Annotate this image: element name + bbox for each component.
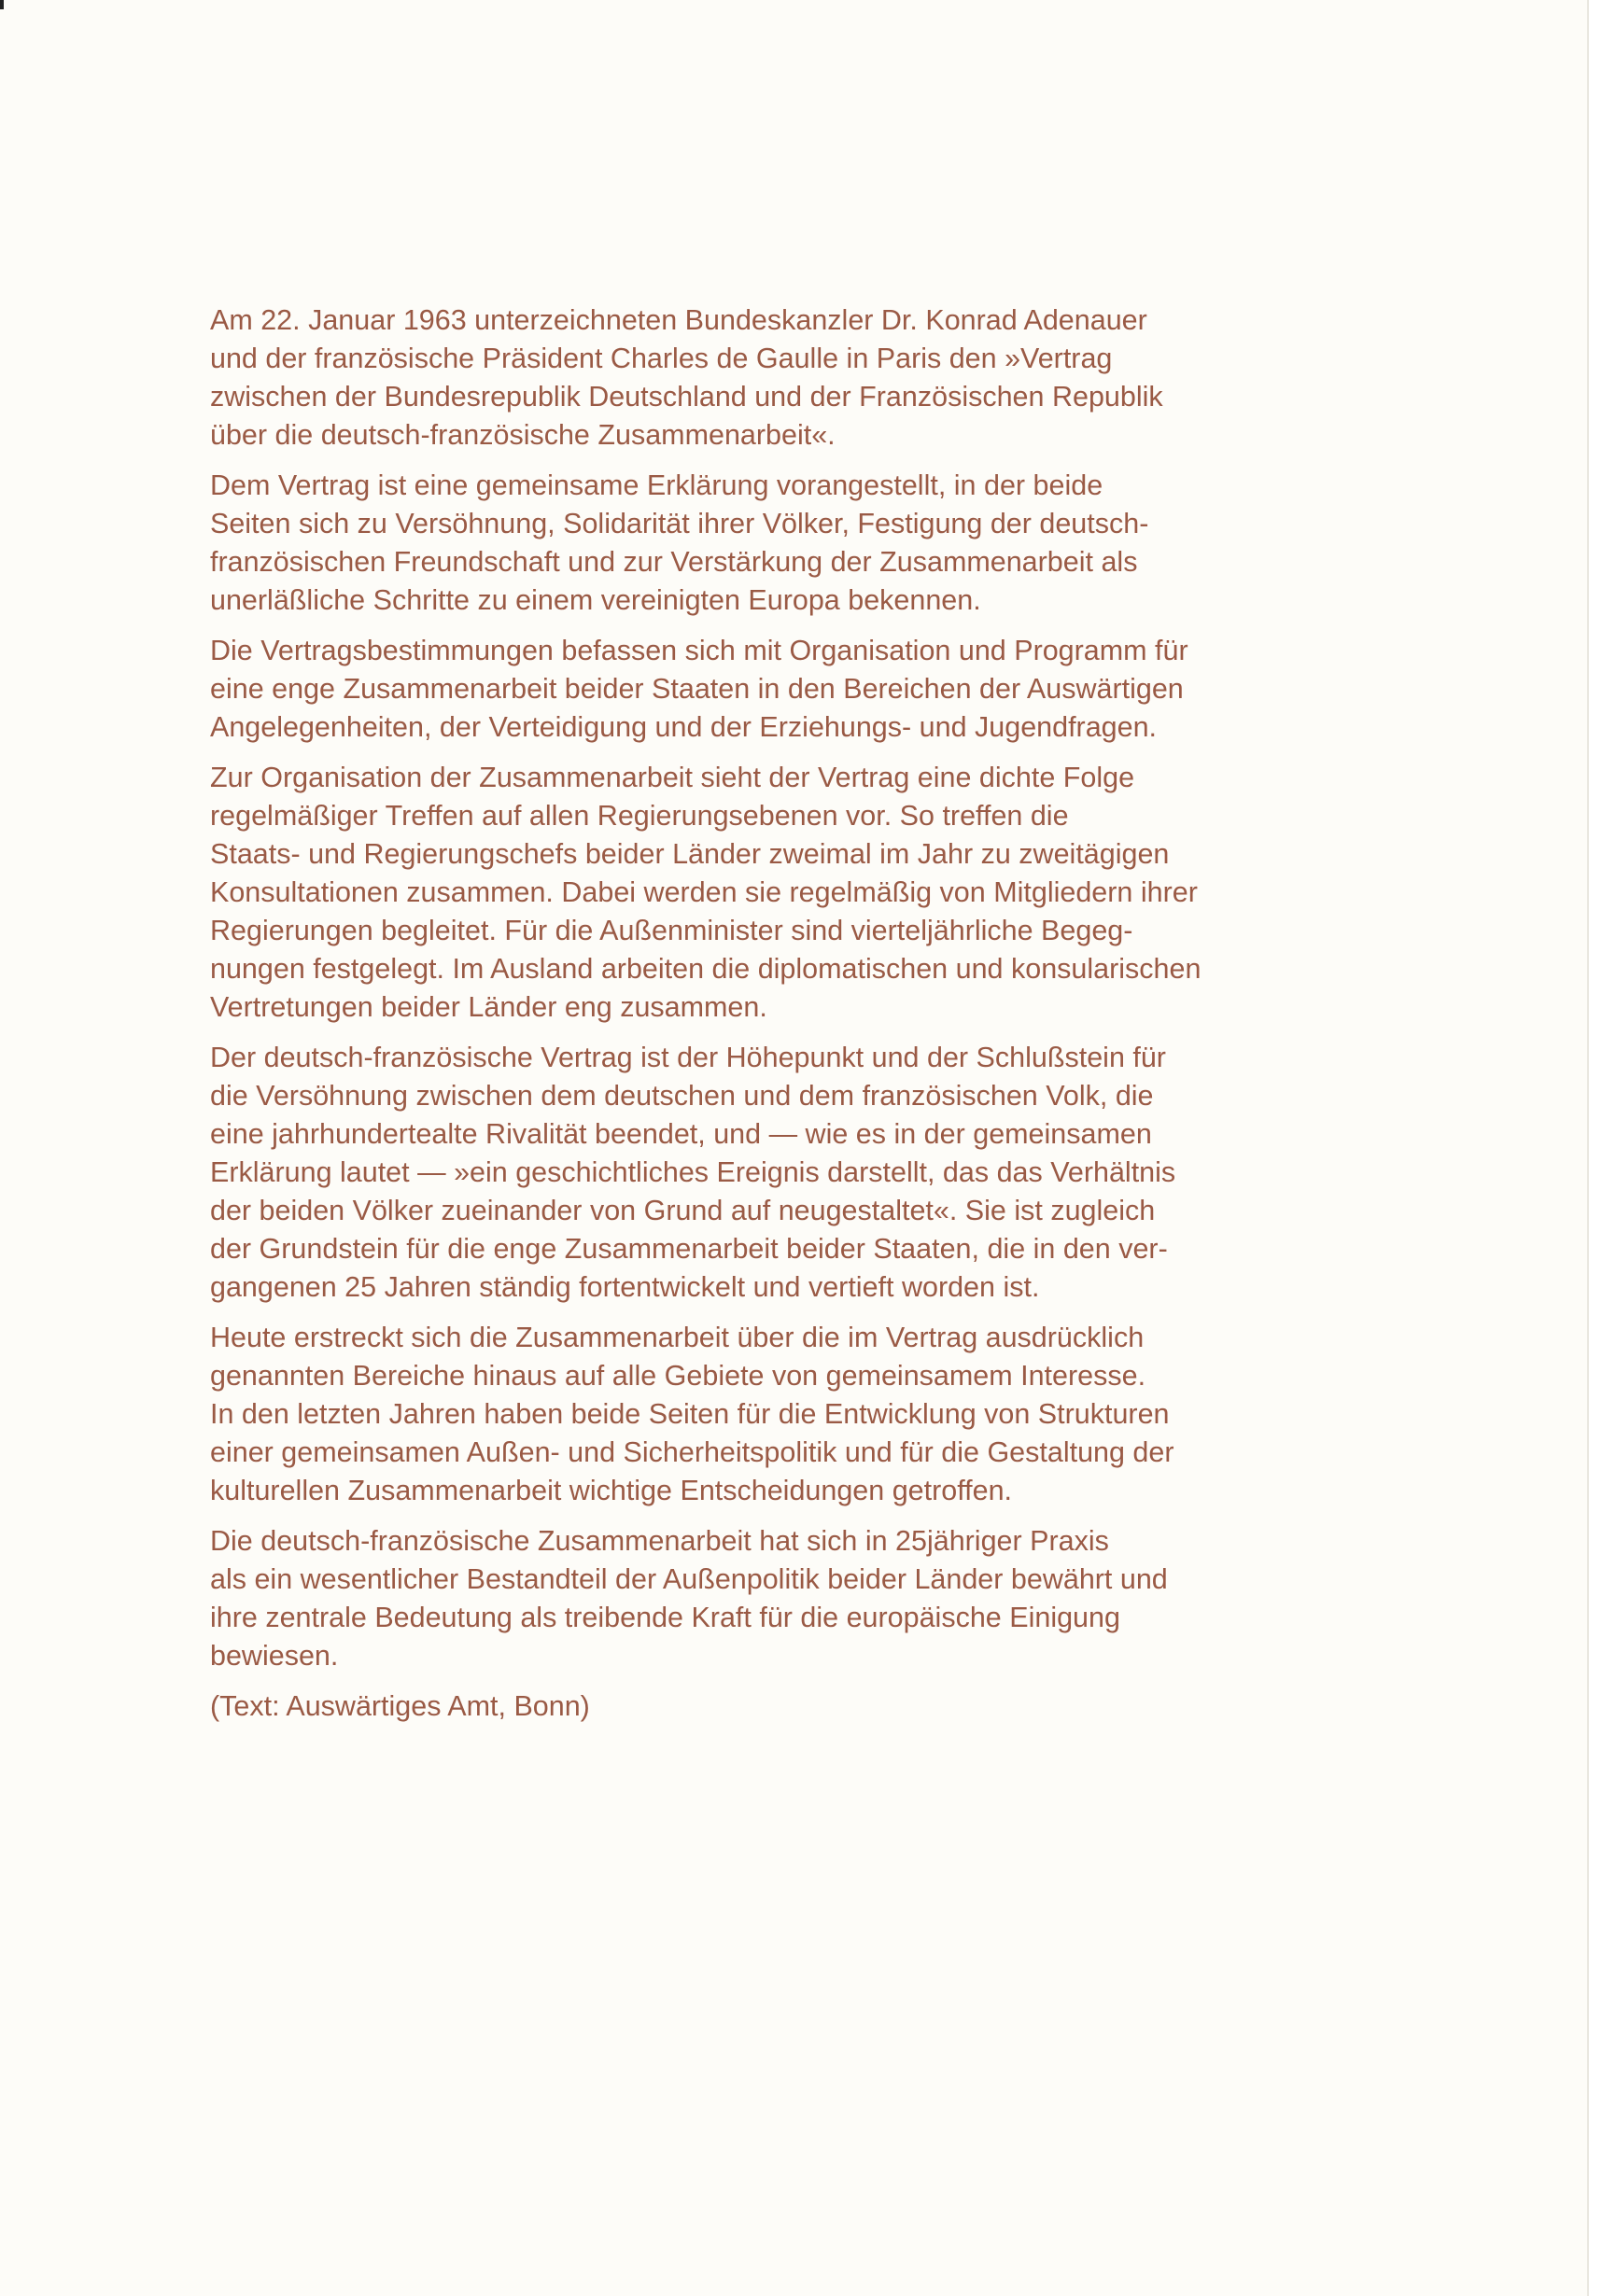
page-right-edge xyxy=(1587,0,1602,2296)
paragraph-joint-declaration: Dem Vertrag ist eine gemeinsame Erklärung vorangestellt, in der beide Seiten sich zu Versöhnung, Solidarität ihrer Völker, Festigung der deutsch- französischen Freundschaft und zur Verstärkung der Zusammenarbeit als unerläßliche Schritte zu einem vereinigten Europa bekennen. xyxy=(210,469,1149,616)
paragraph-conclusion: Die deutsch-französische Zusammenarbeit hat sich in 25jähriger Praxis als ein wesentlicher Bestandteil der Außenpolitik beider Länder bewährt und ihre zentrale Bedeutung als treibende Kraft für die europäische Einigung bewiesen. xyxy=(210,1525,1168,1672)
paragraph-cooperation-today: Heute erstreckt sich die Zusammenarbeit über die im Vertrag ausdrücklich genannten Bereiche hinaus auf alle Gebiete von gemeinsamem Interesse. In den letzten Jahren haben beide Seiten für die Entwicklung von Strukturen einer gemeinsamen Außen- und Sicherheitspolitik und für die Gestaltung der kulturellen Zusammenarbeit wichtige Entscheidungen getroffen. xyxy=(210,1322,1174,1506)
paragraph-treaty-provisions: Die Vertragsbestimmungen befassen sich mit Organisation und Programm für eine enge Zusammenarbeit beider Staaten in den Bereichen der Auswärtigen Angelegenheiten, der Verteidigung und der Erziehungs- und Jugendfragen. xyxy=(210,635,1188,743)
scan-corner-mark xyxy=(0,0,4,9)
paragraph-organisation: Zur Organisation der Zusammenarbeit sieht der Vertrag eine dichte Folge regelmäßiger Treffen auf allen Regierungsebenen vor. So treffen die Staats- und Regierungschefs beider Länder zweimal im Jahr zu zweitägigen Konsultationen zusammen. Dabei werden sie regelmäßig von Mitgliedern ihrer Regierungen begleitet. Für die Außenminister sind vierteljährliche Begeg- nungen festgelegt. Im Ausland arbeiten die diplomatischen und konsularischen Vertretungen beider Länder eng zusammen. xyxy=(210,762,1202,1023)
paragraph-reconciliation: Der deutsch-französische Vertrag ist der Höhepunkt und der Schlußstein für die Versöhnung zwischen dem deutschen und dem französischen Volk, die eine jahrhundertealte Rivalität beendet, und — wie es in der gemeinsamen Erklärung lautet — »ein geschichtliches Ereignis darstellt, das das Verhältnis der beiden Völker zueinander von Grund auf neugestaltet«. Sie ist zugleich der Grundstein für die enge Zusammenarbeit beider Staaten, die in den ver- gangenen 25 Jahren ständig fortentwickelt und vertieft worden ist. xyxy=(210,1042,1176,1303)
source-credit: (Text: Auswärtiges Amt, Bonn) xyxy=(210,1690,590,1722)
document-body xyxy=(210,301,1442,1738)
paragraph-treaty-signing: Am 22. Januar 1963 unterzeichneten Bundeskanzler Dr. Konrad Adenauer und der französische Präsident Charles de Gaulle in Paris den »Vertrag zwischen der Bundesrepublik Deutschland und der Französischen Republik über die deutsch-französische Zusammenarbeit«. xyxy=(210,304,1163,451)
